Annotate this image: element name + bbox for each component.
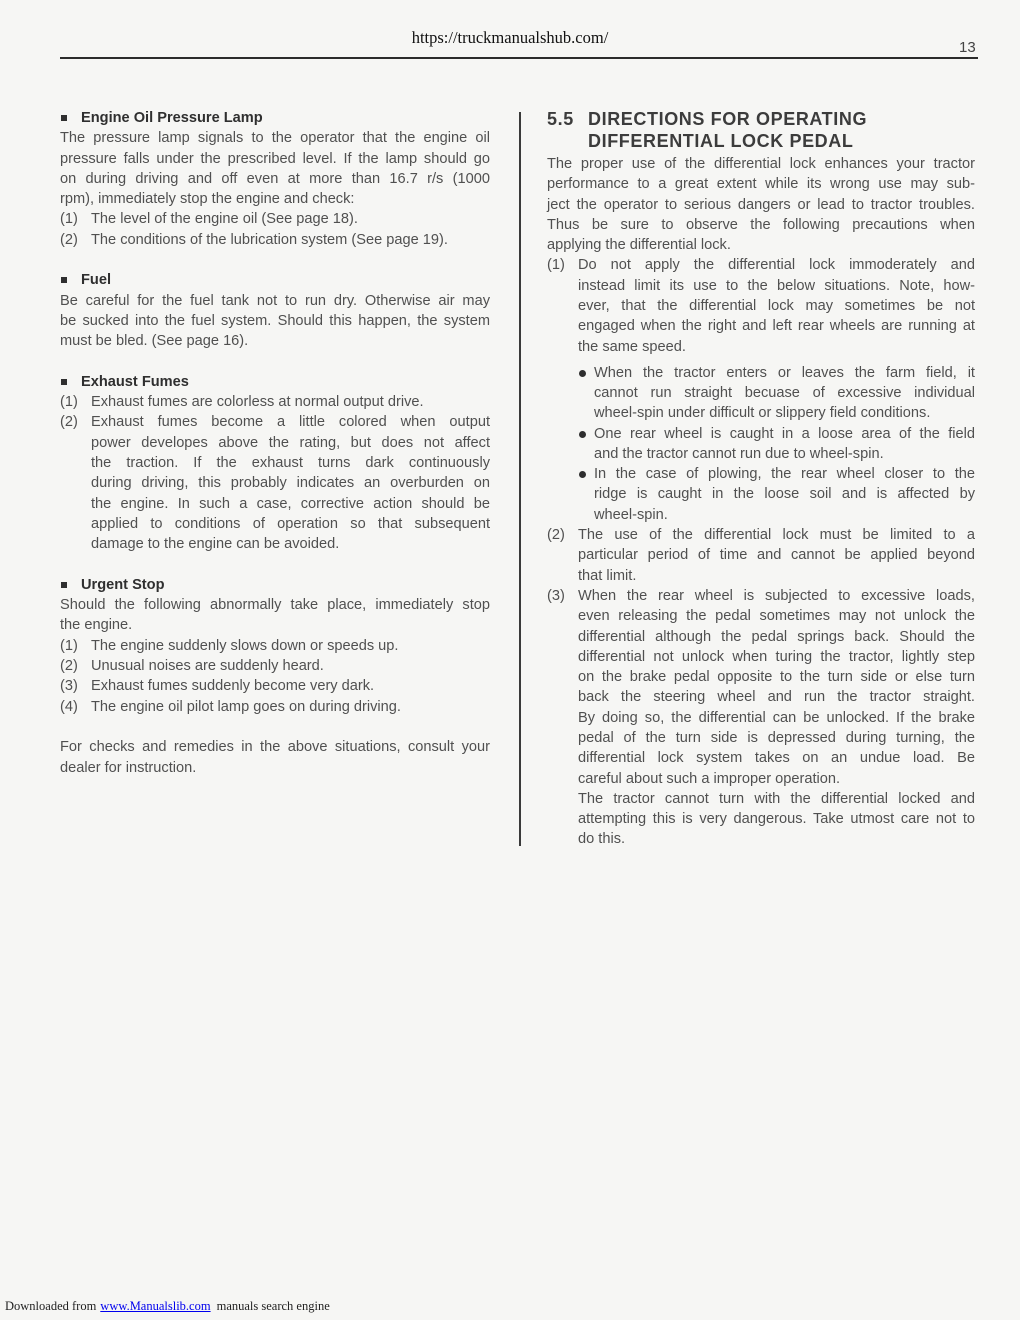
section-heading-text xyxy=(588,108,867,152)
text-line: ridge is caught in the loose soil and is affected by xyxy=(594,486,975,503)
text-line: The conditions of the lubrication system (See page 19). xyxy=(91,231,448,248)
item-body xyxy=(91,636,490,656)
item-body xyxy=(91,392,490,412)
text-line: The proper use of the differential lock enhances your tractor xyxy=(547,156,975,172)
text-line: The pressure lamp signals to the operator that the engine oil xyxy=(60,130,490,147)
bullet-text xyxy=(594,424,975,465)
numbered-item xyxy=(60,209,490,229)
text-line: on during driving and off even at more than 16.7 r/s (1000 xyxy=(60,170,490,187)
square-bullet-icon xyxy=(61,277,67,283)
text-line: By doing so, the differential can be unlocked. If the brake xyxy=(578,709,975,726)
bullet-item xyxy=(578,424,975,465)
paragraph xyxy=(60,595,490,636)
paragraph-text xyxy=(91,230,490,250)
text-line: back the steering wheel and run the tractor straight. xyxy=(578,689,975,706)
bullet-text xyxy=(594,464,975,525)
text-line: Be careful for the fuel tank not to run dry. Otherwise air may xyxy=(60,292,490,309)
item-number: (1) xyxy=(547,257,565,274)
paragraph-text xyxy=(91,209,490,229)
text-line: The level of the engine oil (See page 18). xyxy=(91,211,358,228)
item-body xyxy=(578,255,975,525)
text-line: Exhaust fumes suddenly become very dark. xyxy=(91,678,375,695)
numbered-item xyxy=(547,586,975,850)
text-line: Exhaust fumes are colorless at normal output drive. xyxy=(91,394,424,411)
item-number: (2) xyxy=(547,527,565,544)
text-line: must be bled. (See page 16). xyxy=(60,333,249,350)
paragraph xyxy=(60,128,490,209)
download-footer xyxy=(5,1298,330,1314)
text-line: When the tractor enters or leaves the farm field, it xyxy=(594,364,975,381)
section xyxy=(60,372,490,555)
paragraph-text xyxy=(91,676,490,696)
item-number: (1) xyxy=(60,211,78,228)
paragraph-text xyxy=(578,525,975,586)
text-line: wheel-spin. xyxy=(594,506,668,523)
section-title-text: Exhaust Fumes xyxy=(81,373,189,390)
text-line: The use of the differential lock must be limited to a xyxy=(578,527,975,544)
text-line: pedal of the turn side is depressed during turning, the xyxy=(578,730,975,746)
paragraph-text xyxy=(91,412,490,554)
left-column xyxy=(60,108,490,778)
text-line: careful about such a improper operation. xyxy=(578,770,841,787)
paragraph xyxy=(547,154,975,255)
item-number: (2) xyxy=(60,658,78,675)
bullet-item xyxy=(578,464,975,525)
item-number: (2) xyxy=(60,231,78,248)
item-number: (2) xyxy=(60,414,78,431)
square-bullet-icon xyxy=(61,582,67,588)
heading-line: DIFFERENTIAL LOCK PEDAL xyxy=(588,131,854,151)
bullet-text xyxy=(594,363,975,424)
bullet-item xyxy=(578,363,975,424)
text-line: power developes above the rating, but does not affect xyxy=(91,434,490,451)
source-url-text: https://truckmanualshub.com/ xyxy=(411,28,609,47)
text-line: The tractor cannot turn with the differential locked and xyxy=(578,790,975,807)
bullet-marker xyxy=(578,464,594,484)
text-line: One rear wheel is caught in a loose area of the field xyxy=(594,425,975,442)
text-line: that limit. xyxy=(578,567,637,584)
text-line: rpm), immediately stop the engine and check: xyxy=(60,191,355,208)
square-bullet-icon xyxy=(61,115,67,121)
text-line: Exhaust fumes become a little colored when output xyxy=(91,414,490,431)
paragraph-text xyxy=(60,595,490,636)
paragraph xyxy=(60,737,490,778)
text-line: pressure falls under the prescribed level. If the lamp should go xyxy=(60,150,490,167)
text-line: When the rear wheel is subjected to excessive loads, xyxy=(578,587,975,604)
section-body xyxy=(547,154,975,850)
footer-suffix: manuals search engine xyxy=(216,1299,330,1313)
bullet-marker xyxy=(578,424,594,444)
item-number: (1) xyxy=(60,394,78,411)
section-number: 5.5 xyxy=(547,109,574,129)
text-line: the engine. xyxy=(60,617,133,634)
paragraph-text xyxy=(91,636,490,656)
paragraph-text xyxy=(60,128,490,209)
paragraph-text xyxy=(91,392,490,412)
round-bullet-icon xyxy=(579,431,586,438)
text-line: differential not unlock when turing the tractor, lightly step xyxy=(578,648,975,665)
round-bullet-icon xyxy=(579,370,586,377)
text-line: be sucked into the fuel system. Should this happen, the system xyxy=(60,312,490,329)
text-line: applying the differential lock. xyxy=(547,237,731,254)
text-line: ever, that the differential lock may sometimes be not xyxy=(578,298,975,315)
bullet-list xyxy=(578,363,975,525)
text-line: In the case of plowing, the rear wheel closer to the xyxy=(594,466,975,483)
text-line: The engine suddenly slows down or speeds up. xyxy=(91,637,399,654)
text-line: Should the following abnormally take place, immediately stop xyxy=(60,597,490,614)
round-bullet-icon xyxy=(579,471,586,478)
text-line: even releasing the pedal sometimes may not unlock the xyxy=(578,608,975,625)
paragraph-text xyxy=(578,789,975,850)
text-line: instead limit its use to the below situations. Note, how- xyxy=(578,277,975,294)
text-line: dealer for instruction. xyxy=(60,759,197,776)
section xyxy=(60,575,490,717)
text-line: wheel-spin under difficult or slippery field conditions. xyxy=(594,405,931,422)
numbered-item xyxy=(60,636,490,656)
text-line: during driving, this probably indicates an overburden on xyxy=(91,475,490,492)
text-line: the engine. In such a case, corrective action should be xyxy=(91,495,490,512)
section-title xyxy=(60,270,490,290)
text-line: The engine oil pilot lamp goes on during driving. xyxy=(91,698,401,715)
section-title-text: Engine Oil Pressure Lamp xyxy=(81,110,263,126)
numbered-item xyxy=(60,676,490,696)
numbered-item xyxy=(60,656,490,676)
numbered-item xyxy=(60,392,490,412)
manualslib-link[interactable]: www.Manualslib.com xyxy=(100,1299,211,1313)
item-body xyxy=(91,209,490,229)
section xyxy=(60,270,490,351)
bullet-marker xyxy=(578,363,594,383)
text-line: damage to the engine can be avoided. xyxy=(91,536,340,553)
item-number: (3) xyxy=(60,678,78,695)
numbered-item xyxy=(60,412,490,554)
text-line: cannot run straight becuase of excessive individual xyxy=(594,384,975,401)
text-line: do this. xyxy=(578,831,626,848)
text-line: Unusual noises are suddenly heard. xyxy=(91,658,324,675)
item-body xyxy=(91,230,490,250)
square-bullet-icon xyxy=(61,379,67,385)
paragraph xyxy=(60,291,490,352)
item-number: (3) xyxy=(547,587,565,604)
paragraph-text xyxy=(60,737,490,778)
item-body xyxy=(578,586,975,850)
section xyxy=(60,108,490,250)
text-line: particular period of time and cannot be applied beyond xyxy=(578,547,975,564)
text-line: on the brake pedal opposite to the turn side or else turn xyxy=(578,669,975,686)
text-line: the same speed. xyxy=(578,338,686,355)
section-title-text: Urgent Stop xyxy=(81,576,165,593)
paragraph-text xyxy=(578,255,975,356)
text-line: Do not apply the differential lock immoderately and xyxy=(578,257,975,274)
item-number: (4) xyxy=(60,698,78,715)
paragraph-text xyxy=(91,656,490,676)
right-column xyxy=(547,108,975,850)
text-line: attempting this is very dangerous. Take utmost care not to xyxy=(578,811,975,828)
section-title-text: Fuel xyxy=(81,272,111,289)
section-title xyxy=(60,108,490,128)
text-line: performance to a great extent while its wrong use may sub- xyxy=(547,176,975,193)
item-number: (1) xyxy=(60,637,78,654)
text-line: differential lock system takes on an undue load. Be xyxy=(578,750,975,767)
numbered-item xyxy=(547,255,975,525)
header-rule xyxy=(60,57,978,59)
paragraph-text xyxy=(578,586,975,789)
text-line: engaged when the right and left rear wheels are running at xyxy=(578,318,975,335)
column-divider xyxy=(519,112,521,846)
section-title xyxy=(60,372,490,392)
paragraph-text xyxy=(547,154,975,255)
text-line: ject the operator to serious dangers or lead to tractor troubles. xyxy=(547,196,975,213)
text-line: differential although the pedal springs back. Should the xyxy=(578,628,975,645)
footer-prefix: Downloaded from xyxy=(5,1299,97,1313)
item-body xyxy=(578,525,975,586)
numbered-item xyxy=(60,230,490,250)
text-line: and the tractor cannot run due to wheel-spin. xyxy=(594,445,884,462)
text-line: applied to conditions of operation so that subsequent xyxy=(91,515,490,532)
item-body xyxy=(91,676,490,696)
section-heading xyxy=(547,108,975,152)
item-body xyxy=(91,697,490,717)
numbered-item xyxy=(547,525,975,586)
section xyxy=(60,737,490,778)
heading-line: DIRECTIONS FOR OPERATING xyxy=(588,109,868,129)
page-number: 13 xyxy=(959,39,976,56)
numbered-item xyxy=(60,697,490,717)
item-body xyxy=(91,412,490,554)
text-line: For checks and remedies in the above situations, consult your xyxy=(60,739,490,756)
section-title xyxy=(60,575,490,595)
item-body xyxy=(91,656,490,676)
paragraph-text xyxy=(60,291,490,352)
text-line: Thus be sure to observe the following precautions when xyxy=(547,216,975,233)
paragraph-text xyxy=(91,697,490,717)
text-line: the traction. If the exhaust turns dark continuously xyxy=(91,455,490,472)
